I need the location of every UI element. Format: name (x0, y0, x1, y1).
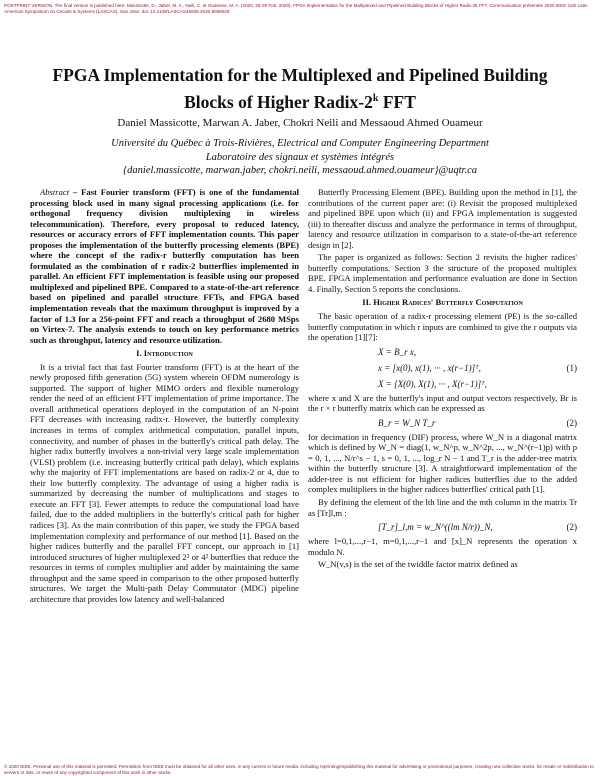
paragraph-basic-operation: The basic operation of a radix-r processing element (PE) is the so-called butterfly computation in which r inputs are combined to give the r outputs via the operation [1][7]: (308, 311, 577, 343)
abstract-label: Abstract (40, 187, 70, 197)
equation-3 (308, 520, 577, 536)
paragraph-dif: for decimation in frequency (DIF) process, where W_N is a diagonal matrix which is defined by W_N = diag(1, w_N^p, w_N^2p, ..., w_N^(r−1)p) with p = 0, 1, ..., N/r^s − 1, s = 0, 1, ..., log_r N − 1 and T_r is the adder-tree matrix within the butterfly structure [3]. A straightforward implementation of the adder-tree is not efficient for higher radices butterflies due to the added complex multipliers in the higher radices butterflies' critical path [1]. (308, 431, 577, 495)
paragraph-matrix-element: By defining the element of the lth line and the mth column in the matrix Tr as [Tr]l,m : (308, 497, 577, 518)
equation-2-number: (2) (566, 417, 577, 428)
paragraph-twiddle: W_N(v,s) is the set of the twiddle factor matrix defined as (318, 559, 518, 570)
equation-xbx (308, 345, 577, 361)
authors: Daniel Massicotte, Marwan A. Jaber, Chokri Neili and Messaoud Ahmed Ouameur (117, 117, 483, 129)
left-column (30, 187, 299, 606)
paper-title (40, 64, 560, 114)
right-column (308, 187, 577, 572)
equation-1b-body: X = [X(0), X(1), ··· , X(r−1)]ᵀ, (378, 378, 487, 389)
equation-1 (308, 361, 577, 377)
equation-2-body: B_r = W_N T_r (378, 417, 436, 428)
intro-paragraph: It is a trivial fact that fast Fourier transform (FFT) is at the heart of the newly proposed fifth generation (5G) system wherein OFDM numerology is supported. The support of higher MIMO orders and flexible numerology render the need of an efficient FFT implementation of prime importance. The overall arithmetical operations deployed in the computation of an N-point FFT decreases with increasing radix-r. However, the butterfly complexity increases in terms of complex arithmetical computation, parallel inputs, connectivity, and number of phases in the butterfly's critical path delay. The higher radix butterfly involves a non-trivial very large scale implementation (VLSI) problem (i.e. increasing butterfly critical path delay), which explains why the majority of FFT implementations are based on radix-2 or 4, due to their low butterfly complexity. The advantage of using a higher radix is summarized by decreasing the number of multiplications and stages to execute an FFT [3]. Fewer attempts to reduce the computational load have failed, due to the added multipliers in the butterfly's critical path for higher radices [3]. As the main contribution of this paper, we study the FPGA based implementation complexity and performance of our method [1]. Based on the higher radices butterfly and the parallel FFT concept, our approach in [1] introduced structures of higher multiplexed 2² or 4² butterflies that reduce the resources in terms of complex multiplier and adder by maintaining the same throughput and the same speed in comparison to the other proposed butterfly structures. We target the Multi-path Delay Commutator (MDC) pipeline architecture that provides low latency and well-balanced (30, 361, 299, 604)
paragraph-contributions: Butterfly Processing Element (BPE). Building upon the method in [1], the contributions of the current paper are: (i) Revisit the proposed multiplexed and pipelined BPE upon which (ii) and FPGA implementation is suggested (iii) to thereafter discuss and analyze the performance in terms of throughput, latency and resource utilization in comparison to a state-of-the-art reference design in [2]. (308, 187, 577, 250)
equation-xbx-body: X = B_r x, (378, 346, 417, 357)
title-superscript: k (372, 93, 379, 104)
author-emails: {daniel.massicotte, marwan.jaber, chokri.neili, messaoud.ahmed.ouameur}@uqtr.ca (122, 165, 478, 176)
paragraph-modulo: where l=0,1,...,r−1, m=0,1,...,r−1 and [x]_N represents the operation x modulo N. (308, 536, 577, 557)
abstract (30, 187, 299, 345)
abstract-text: – Fast Fourier transform (FFT) is one of the fundamental processing block used in many signal processing applications (i.e. for orthogonal frequency division multiplexing in wireless telecommunication). Therefore, every proposal to reduced latency, resources or accuracy errors of FFT implementation counts. This paper proposes the implementation of the butterfly processing elements (BPE) where the concept of the radix-r butterfly computation has been formulated as the combination of r radix-2 butterflies implemented in parallel. An efficient FFT implementation is feasible using our proposed multiplexed and pipelined BPE. Compared to a state-of-the-art reference based on pipelined and parallel structure FFTs, and FPGA based implementation reveals that the maximum throughput is improved by a factor of 1.3 for a 256-point FFT and reach a throughput of 2680 MSps on Virtex-7. The analysis extends to touch on key performance metrics such as throughput, latency and resource utilization. (30, 187, 299, 345)
paragraph-butterfly-matrix: where x and X are the butterfly's input and output vectors respectively, Br is the r × r butterfly matrix which can be expressed as (308, 392, 577, 414)
equation-3-number: (2) (566, 522, 577, 533)
title-main: FPGA Implementation for the Multiplexed and Pipelined Building Blocks of Higher Radix-2 (52, 65, 548, 112)
equation-1-number: (1) (566, 362, 577, 373)
section-heading-butterfly: II. Higher Radices' Butterfly Computation (362, 297, 523, 308)
affiliation-lab: Laboratoire des signaux et systèmes intégrés (205, 152, 395, 163)
equation-1-body: x = [x(0), x(1), ··· , x(r−1)]ᵀ, (378, 362, 481, 373)
equation-2 (308, 416, 577, 432)
section-heading-introduction: I. Introduction (136, 348, 193, 359)
equation-3-body: [T_r]_l,m = w_N^((lm N/r))_N, (378, 522, 493, 533)
paragraph-organization: The paper is organized as follows: Section 2 revisits the higher radices' butterfly computations. Section 3 the structure of the proposed multiplex BPE. FPGA implementation and performance evaluation are done in Section 4. Finally, Section 5 reports the conclusions. (308, 252, 577, 294)
postprint-notice: POSTPRINT VERSION. The final version is published here: Massicotte, D., Jaber, M. A., Neili, C. et Ouameur, M. A. (2020, 25-28 Feb. 2020). FPGA Implementation for the Multiplexed and Pipelined Building Blocks of Higher Radix-2k FFT. Communication présentée 2020 IEEE 11th Latin American Symposium on Circuits & Systems (LASCAS), San Jose. doi: 10.1109/LASCAS45839.2020.9069029 (4, 3, 588, 15)
copyright-notice: © 2020 IEEE. Personal use of this material is permitted. Permission from IEEE must be obtained for all other uses, in any current or future media, including reprinting/republishing this material for advertising or promotional purposes, creating new collective works, for resale or redistribution to servers or lists, or reuse of any copyrighted component of this work in other works. (4, 764, 594, 776)
equation-1b (308, 377, 577, 393)
title-end: FFT (378, 91, 416, 112)
affiliation-university: Université du Québec à Trois-Rivières, Electrical and Computer Engineering Department (111, 138, 489, 149)
